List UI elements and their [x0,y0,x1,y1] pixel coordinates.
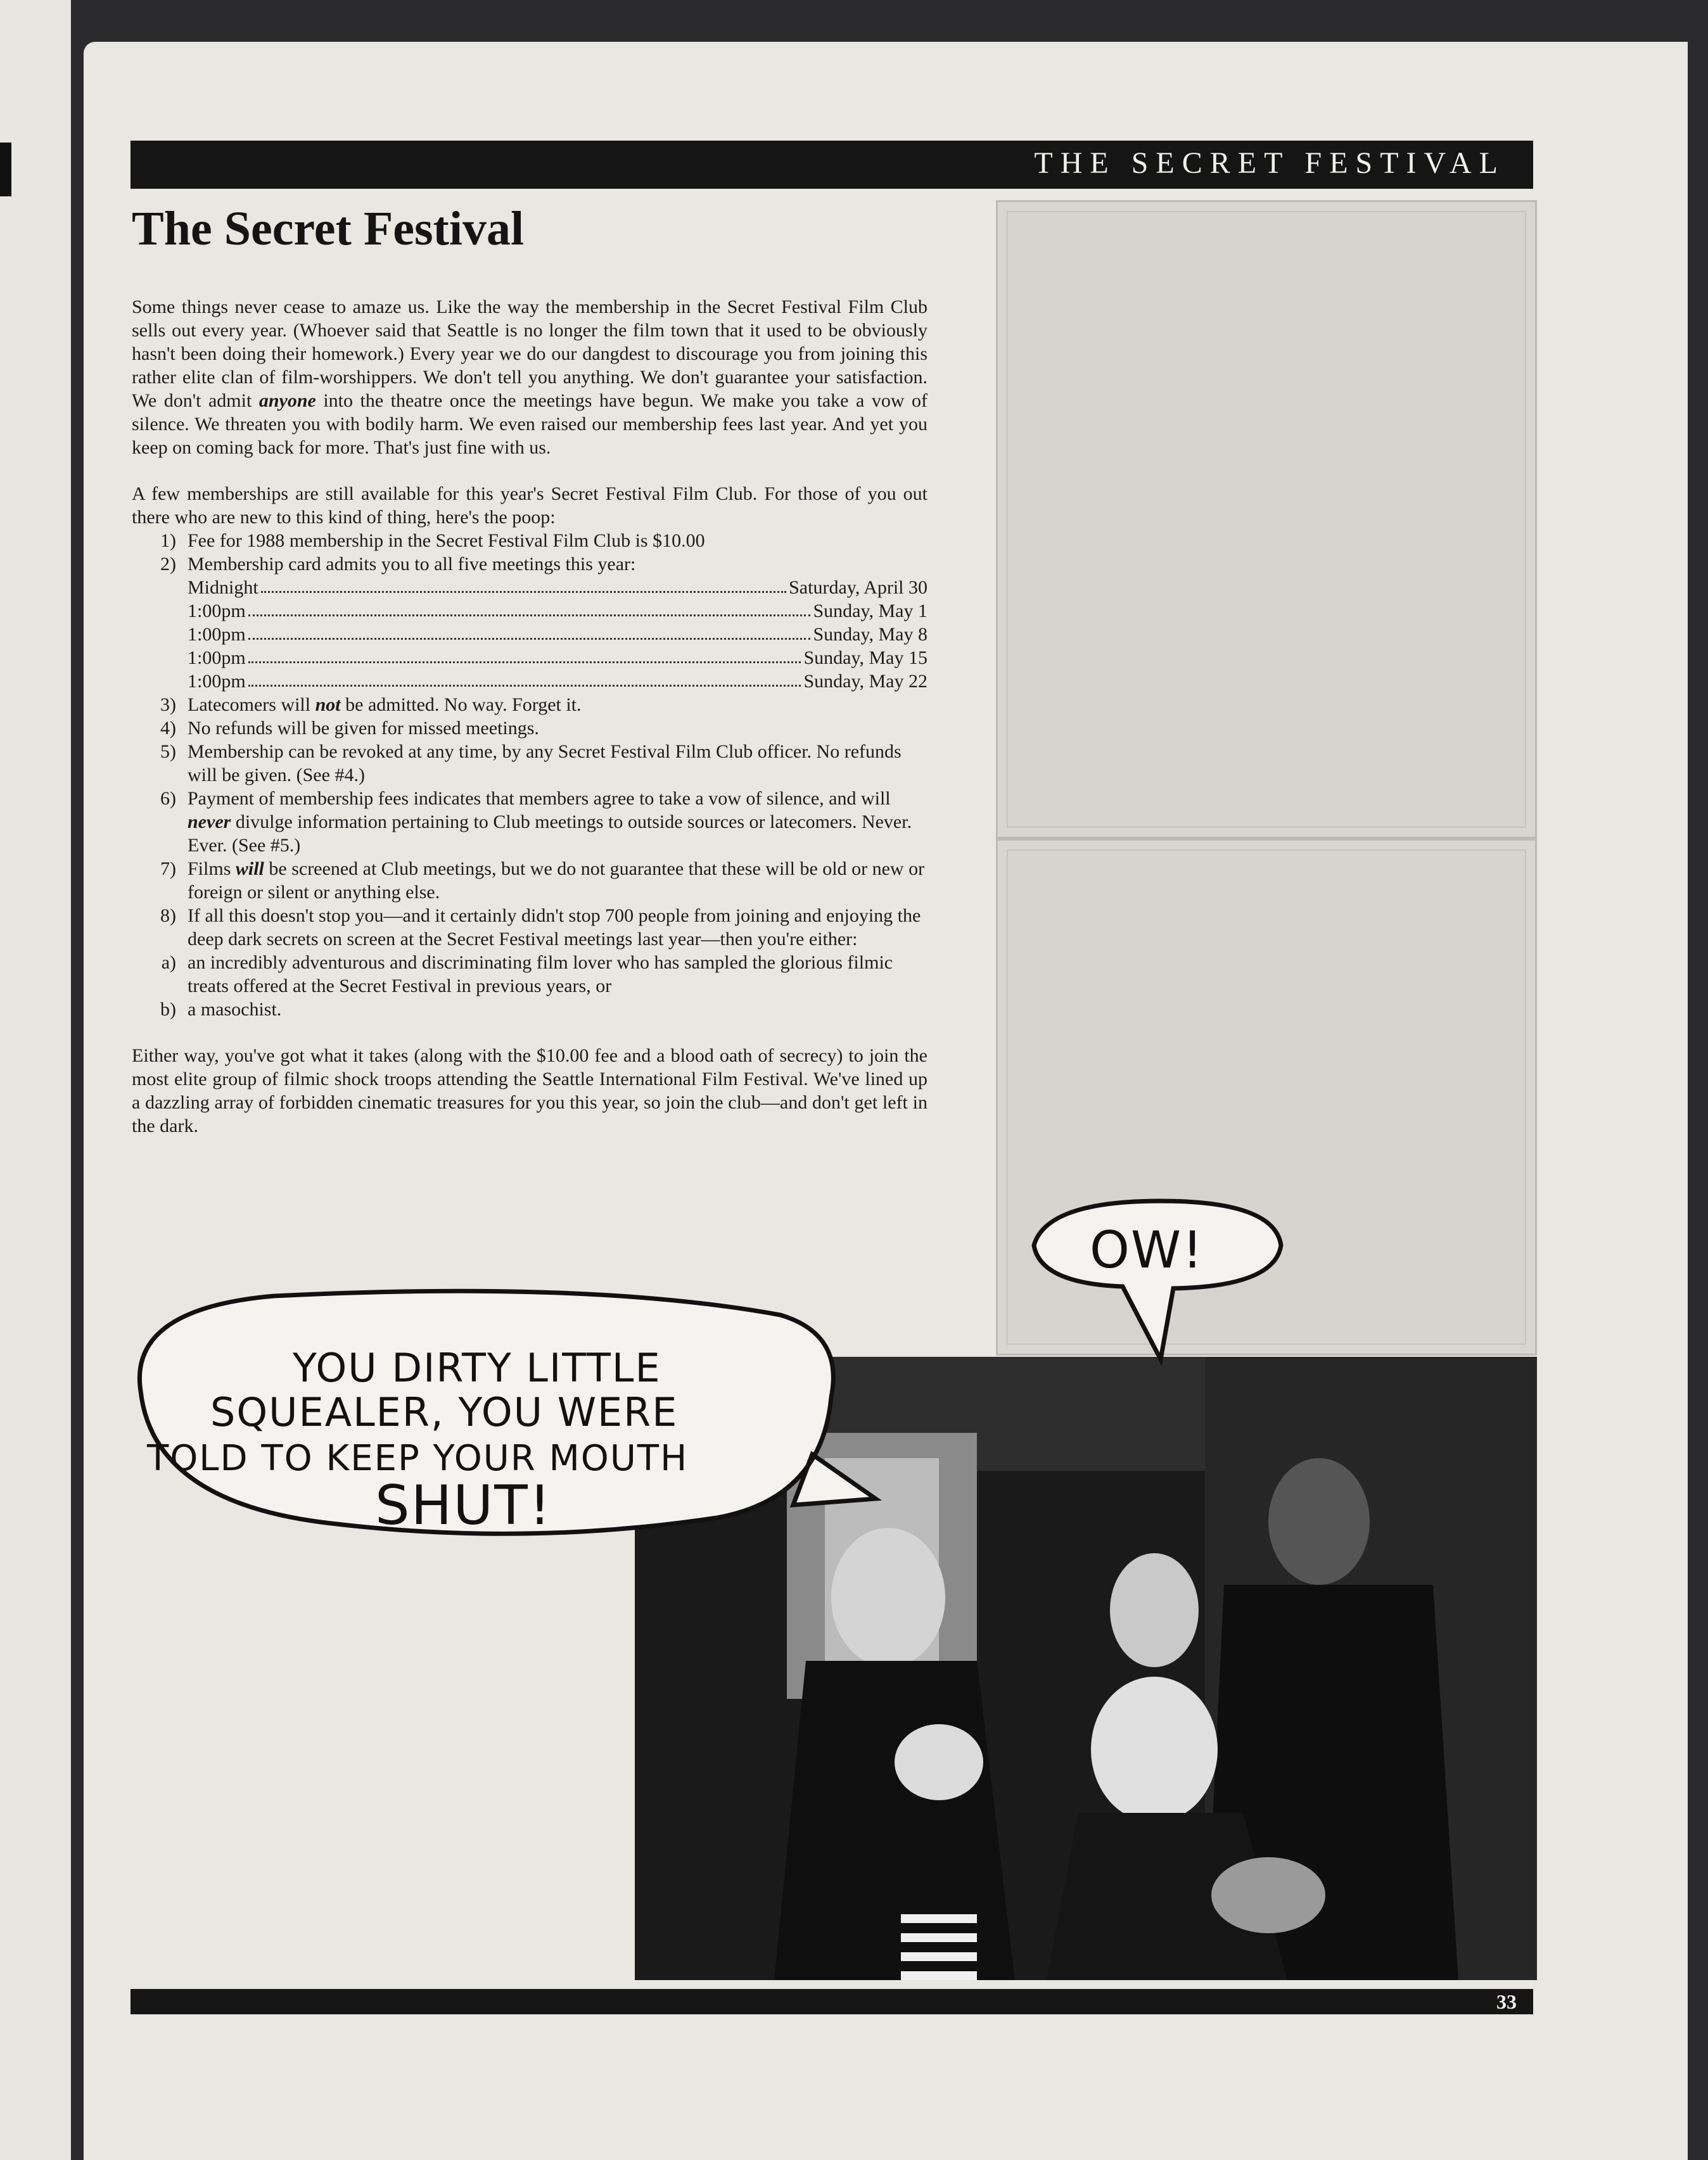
left-page-header-strip [0,143,11,196]
text-run: Films [188,858,236,879]
list-item-number: 1) [160,530,176,551]
schedule-time: Midnight [188,577,258,598]
schedule-time: 1:00pm [188,671,246,692]
text-run: be screened at Club meetings, but we do not guarantee that these will be old or new or foreign or silent or anything else. [188,858,925,903]
emphasis-text: anyone [258,390,316,411]
list-item-number: 3) [160,694,176,715]
schedule-date: Sunday, May 22 [803,671,927,692]
emphasis-text: will [235,858,264,879]
left-facing-page-edge [0,0,71,2160]
text-run: into the theatre once the meetings have begun. We make you take a vow of silence. We threaten you with bodily harm. We even raised our membership fees last year. And yet you keep on coming back for more. That's just fine with us. [132,390,927,458]
text-run: be admitted. No way. Forget it. [340,694,582,715]
list-item-number: 6) [160,788,176,809]
schedule-time: 1:00pm [188,624,246,645]
schedule-date: Sunday, May 8 [813,624,927,645]
list-item-number: 7) [160,858,176,879]
list-item-number: 8) [160,905,176,926]
bubble-right-text: OW! [1090,1221,1204,1280]
list-item-number: 4) [160,718,176,739]
list-item-number: b) [160,999,176,1020]
emphasis-text: never [188,811,231,832]
bubble-left-line-3: TOLD TO KEEP YOUR MOUTH [147,1438,689,1479]
section-title: THE SECRET FESTIVAL [1034,146,1505,180]
bubble-left-line-1: YOU DIRTY LITTLE [293,1345,661,1391]
schedule-date: Sunday, May 15 [803,647,927,668]
text-run: divulge information pertaining to Club meetings to outside sources or latecomers. Never. Ever. (See #5.) [188,811,912,856]
bubble-left-line-2: SQUEALER, YOU WERE [210,1389,679,1435]
list-item-number: 5) [160,741,176,762]
schedule-date: Saturday, April 30 [789,577,927,598]
closing-paragraph: Either way, you've got what it takes (along with the $10.00 fee and a blood oath of secrecy) to join the most elite group of filmic shock troops attending the Seattle International Film Festival. We've lined up a dazzling array of forbidden cinematic treasures for you this year, so join the club—and don't get left in the dark. [132,1045,927,1136]
text-run: Payment of membership fees indicates that members agree to take a vow of silence, and will [188,788,891,809]
magazine-page [84,42,1688,2160]
text-run: Membership can be revoked at any time, by any Secret Festival Film Club officer. No refunds will be given. (See #4.) [188,741,902,785]
text-run: Latecomers will [188,694,315,715]
text-run: Membership card admits you to all five meetings this year: [188,554,636,575]
schedule-date: Sunday, May 1 [813,600,927,621]
page-number: 33 [1496,1990,1517,2013]
text-run: a masochist. [188,999,282,1020]
lead-paragraph: A few memberships are still available for this year's Secret Festival Film Club. For those of you out there who are new to this kind of thing, here's the poop: [132,483,927,528]
emphasis-text: not [315,694,341,715]
schedule-time: 1:00pm [188,600,246,621]
text-run: No refunds will be given for missed meetings. [188,718,539,739]
text-run: an incredibly adventurous and discriminating film lover who has sampled the glorious filmic treats offered at the Secret Festival in previous years, or [188,952,893,996]
list-item-number: 2) [160,554,176,575]
footer-bar [131,1989,1533,2014]
list-item-number: a) [161,952,176,973]
bubble-left-line-4: SHUT! [375,1474,552,1537]
schedule-time: 1:00pm [188,647,246,668]
text-run: If all this doesn't stop you—and it certainly didn't stop 700 people from joining and enjoying the deep dark secrets on screen at the Secret Festival meetings last year—then you're either: [188,905,921,950]
article-title: The Secret Festival [132,202,525,255]
text-run: Some things never cease to amaze us. Like the way the membership in the Secret Festival Film Club sells out every year. (Whoever said that Seattle is no longer the film town that it used to be obviously hasn't been doing their homework.) Every year we do our dangdest to discourage you from joining this rather elite clan of film-worshippers. We don't tell you anything. We don't guarantee your satisfaction. We don't admit [132,296,927,411]
text-run: Fee for 1988 membership in the Secret Festival Film Club is $10.00 [188,530,705,551]
speech-bubbles-layer [84,42,1688,2160]
